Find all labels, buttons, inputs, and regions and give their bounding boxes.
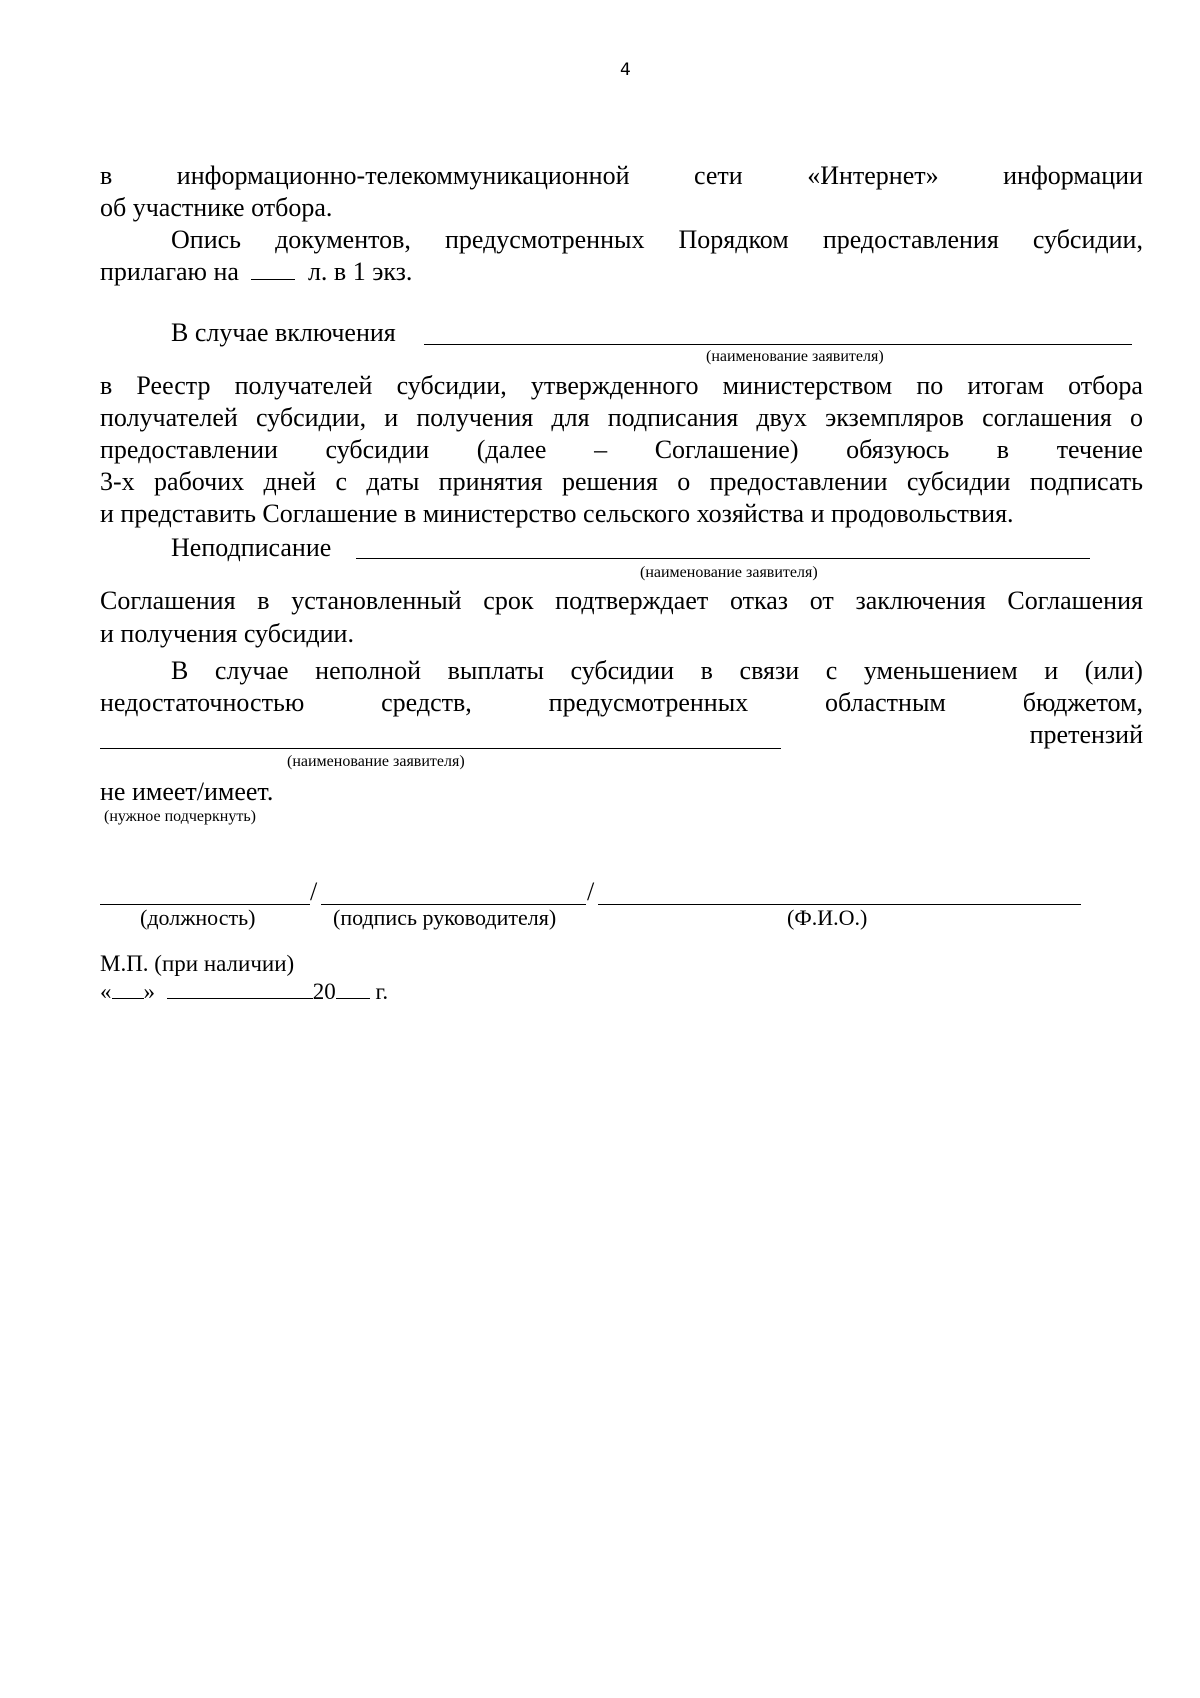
signature-separator-2: /	[587, 877, 595, 906]
word: даты	[366, 467, 420, 496]
word: принятия	[438, 467, 543, 496]
word: информационно-телекоммуникационной	[176, 161, 630, 190]
p3-line-1	[100, 370, 1143, 402]
signature-separator-1: /	[310, 877, 318, 906]
p3-caption: (наименование заявителя)	[706, 348, 884, 365]
word: сети	[694, 161, 743, 190]
word: для	[551, 403, 590, 432]
page-number: 4	[620, 60, 631, 80]
word: в	[100, 371, 113, 400]
word: предоставления	[822, 225, 999, 254]
word: заключения	[855, 586, 986, 615]
name-caption: (Ф.И.О.)	[787, 905, 868, 930]
word: Соглашение)	[654, 435, 799, 464]
word: (далее	[476, 435, 547, 464]
word: субсидии	[570, 656, 675, 685]
word: течение	[1056, 435, 1143, 464]
p5-line-2	[100, 687, 1143, 719]
word: бюджетом,	[1022, 688, 1143, 717]
word: двух	[756, 403, 807, 432]
p3-lead: В случае включения	[171, 318, 396, 347]
word: предоставлении	[709, 467, 888, 496]
word: в	[100, 161, 113, 190]
year-prefix: 20	[312, 979, 336, 1004]
word: в	[700, 656, 713, 685]
word: 3-х	[100, 467, 135, 496]
word: документов,	[275, 225, 411, 254]
p4-caption: (наименование заявителя)	[640, 564, 818, 581]
signature-caption: (подпись руководителя)	[333, 905, 557, 930]
p2-line-2-end: л. в 1 экз.	[307, 257, 413, 286]
p4-line-2: и получения субсидии.	[100, 619, 354, 648]
word: от	[809, 586, 834, 615]
year-suffix: г.	[375, 979, 389, 1004]
word: субсидии,	[1032, 225, 1143, 254]
day-blank	[112, 976, 144, 999]
date-line	[100, 976, 388, 1008]
year-blank	[336, 976, 370, 999]
word: случае	[214, 656, 289, 685]
word: о	[1130, 403, 1143, 432]
word: подтверждает	[555, 586, 709, 615]
applicant-name-blank-1	[424, 344, 1132, 345]
p3-line-2	[100, 402, 1143, 434]
date-open-quote: «	[100, 979, 112, 1004]
stamp-label: М.П. (при наличии)	[100, 951, 295, 976]
word: в	[996, 435, 1010, 464]
word: Опись	[171, 225, 242, 254]
word: (или)	[1084, 656, 1143, 685]
word: получателей	[100, 403, 238, 432]
word: итогам	[967, 371, 1044, 400]
word: срок	[483, 586, 534, 615]
word: отказ	[729, 586, 789, 615]
word: соглашения	[982, 403, 1112, 432]
word: в	[257, 586, 270, 615]
p2-line-2	[100, 256, 412, 288]
word: «Интернет»	[807, 161, 939, 190]
p4-lead: Неподписание	[171, 533, 332, 562]
word: Реестр	[136, 371, 211, 400]
applicant-name-blank-2	[356, 558, 1090, 559]
word: с	[825, 656, 838, 685]
sheet-count-blank	[251, 257, 295, 280]
word: Порядком	[678, 225, 789, 254]
word: предусмотренных	[444, 225, 645, 254]
word: утвержденного	[530, 371, 699, 400]
p2-line-2-start: прилагаю на	[100, 257, 239, 286]
word: субсидии,	[396, 371, 507, 400]
p3-line-3	[100, 434, 1143, 466]
word: установленный	[291, 586, 462, 615]
word: получателей	[234, 371, 373, 400]
date-close-quote: »	[143, 979, 155, 1004]
p3-line-4	[100, 466, 1143, 498]
word: –	[594, 435, 608, 464]
word: министерством	[722, 371, 893, 400]
word: предусмотренных	[548, 688, 749, 717]
p5-caption: (наименование заявителя)	[287, 753, 465, 770]
word: решения	[561, 467, 658, 496]
word: предоставлении	[100, 435, 278, 464]
p5-line-4: не имеет/имеет.	[100, 777, 274, 806]
applicant-name-blank-3	[100, 748, 781, 749]
word: дней	[263, 467, 317, 496]
p1-line-1	[100, 160, 1143, 192]
word: Соглашения	[100, 586, 236, 615]
word: субсидии	[906, 467, 1011, 496]
word: средств,	[381, 688, 472, 717]
word: и	[384, 403, 399, 432]
word: по	[916, 371, 944, 400]
word: В	[171, 656, 189, 685]
word: выплаты	[447, 656, 544, 685]
p5-line-1	[171, 655, 1143, 687]
word: о	[677, 467, 691, 496]
word: подписания	[607, 403, 739, 432]
word: отбора	[1068, 371, 1143, 400]
position-caption: (должность)	[140, 905, 256, 930]
p2-line-1	[171, 224, 1143, 256]
word: областным	[825, 688, 946, 717]
word: субсидии	[325, 435, 430, 464]
word: Соглашения	[1007, 586, 1143, 615]
word: уменьшением	[863, 656, 1018, 685]
word: и	[1044, 656, 1059, 685]
word: обязуюсь	[846, 435, 950, 464]
word: недостаточностью	[100, 688, 305, 717]
word: рабочих	[154, 467, 245, 496]
word: с	[335, 467, 347, 496]
month-blank	[167, 976, 313, 999]
p5-line-3-end: претензий	[1029, 720, 1143, 749]
word: подписать	[1029, 467, 1143, 496]
word: неполной	[315, 656, 421, 685]
word: получения	[416, 403, 534, 432]
p3-line-5: и представить Соглашение в министерство сельского хозяйства и продовольствия.	[100, 499, 1014, 528]
p5-hint: (нужное подчеркнуть)	[104, 808, 256, 825]
word: связи	[739, 656, 800, 685]
p1-line-2: об участнике отбора.	[100, 193, 333, 222]
word: экземпляров	[825, 403, 964, 432]
p4-line-1	[100, 585, 1143, 617]
word: информации	[1003, 161, 1143, 190]
word: субсидии,	[255, 403, 367, 432]
